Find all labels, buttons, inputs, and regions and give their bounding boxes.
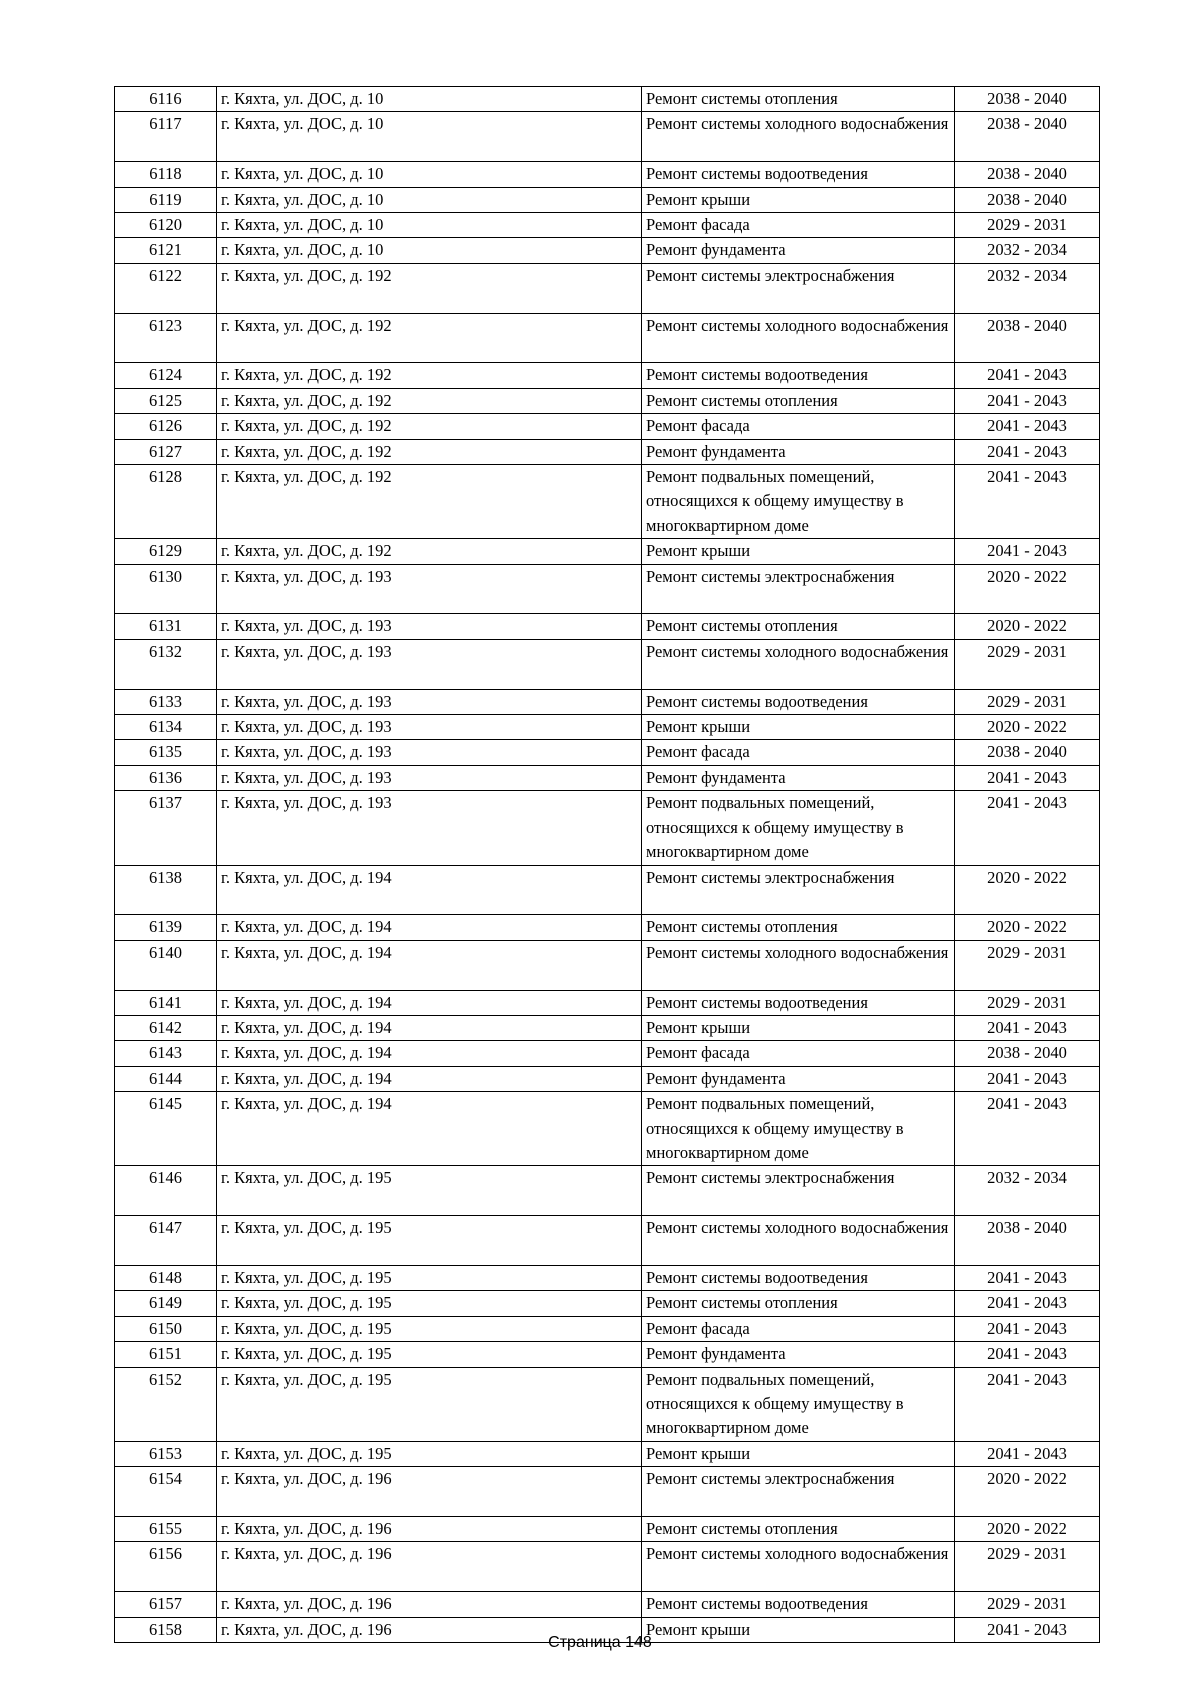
row-number-cell: 6158: [115, 1617, 217, 1642]
address-cell: г. Кяхта, ул. ДОС, д. 195: [217, 1441, 642, 1466]
row-number-cell: 6116: [115, 87, 217, 112]
row-number-cell: 6148: [115, 1265, 217, 1290]
row-number-cell: 6117: [115, 112, 217, 162]
address-cell: г. Кяхта, ул. ДОС, д. 194: [217, 1066, 642, 1091]
period-cell: 2041 - 2043: [955, 465, 1100, 539]
table-row: [115, 1015, 1100, 1040]
address-cell: г. Кяхта, ул. ДОС, д. 193: [217, 715, 642, 740]
work-type-cell: Ремонт подвальных помещений, относящихся к общему имуществу в многоквартирном доме: [642, 1092, 955, 1166]
table-row: [115, 1166, 1100, 1216]
period-cell: 2029 - 2031: [955, 990, 1100, 1015]
row-number-cell: 6138: [115, 865, 217, 915]
address-cell: г. Кяхта, ул. ДОС, д. 195: [217, 1216, 642, 1266]
table-body: [115, 87, 1100, 1643]
work-type-cell: Ремонт системы водоотведения: [642, 689, 955, 714]
address-cell: г. Кяхта, ул. ДОС, д. 192: [217, 313, 642, 363]
page-number: Страница 148: [548, 1634, 652, 1651]
work-type-cell: Ремонт системы отопления: [642, 915, 955, 940]
table-row: [115, 715, 1100, 740]
period-cell: 2020 - 2022: [955, 865, 1100, 915]
work-type-cell: Ремонт фундамента: [642, 1066, 955, 1091]
work-type-cell: Ремонт системы холодного водоснабжения: [642, 940, 955, 990]
row-number-cell: 6157: [115, 1592, 217, 1617]
row-number-cell: 6151: [115, 1342, 217, 1367]
table-row: [115, 465, 1100, 539]
table-row: [115, 1367, 1100, 1441]
address-cell: г. Кяхта, ул. ДОС, д. 196: [217, 1542, 642, 1592]
row-number-cell: 6125: [115, 388, 217, 413]
table-row: [115, 162, 1100, 187]
table-row: [115, 313, 1100, 363]
row-number-cell: 6145: [115, 1092, 217, 1166]
address-cell: г. Кяхта, ул. ДОС, д. 192: [217, 388, 642, 413]
row-number-cell: 6127: [115, 439, 217, 464]
table-row: [115, 1467, 1100, 1517]
table-row: [115, 689, 1100, 714]
table-row: [115, 539, 1100, 564]
period-cell: 2029 - 2031: [955, 1542, 1100, 1592]
table-row: [115, 915, 1100, 940]
row-number-cell: 6156: [115, 1542, 217, 1592]
repair-schedule-table: [114, 86, 1100, 1643]
row-number-cell: 6130: [115, 564, 217, 614]
row-number-cell: 6140: [115, 940, 217, 990]
row-number-cell: 6121: [115, 238, 217, 263]
period-cell: 2041 - 2043: [955, 765, 1100, 790]
address-cell: г. Кяхта, ул. ДОС, д. 193: [217, 639, 642, 689]
work-type-cell: Ремонт фасада: [642, 213, 955, 238]
row-number-cell: 6128: [115, 465, 217, 539]
table-row: [115, 1092, 1100, 1166]
period-cell: 2020 - 2022: [955, 564, 1100, 614]
period-cell: 2029 - 2031: [955, 639, 1100, 689]
address-cell: г. Кяхта, ул. ДОС, д. 193: [217, 614, 642, 639]
address-cell: г. Кяхта, ул. ДОС, д. 195: [217, 1265, 642, 1290]
period-cell: 2020 - 2022: [955, 715, 1100, 740]
period-cell: 2038 - 2040: [955, 1041, 1100, 1066]
address-cell: г. Кяхта, ул. ДОС, д. 194: [217, 1041, 642, 1066]
table-row: [115, 363, 1100, 388]
table-row: [115, 765, 1100, 790]
table-row: [115, 1041, 1100, 1066]
work-type-cell: Ремонт фасада: [642, 1041, 955, 1066]
address-cell: г. Кяхта, ул. ДОС, д. 194: [217, 865, 642, 915]
work-type-cell: Ремонт подвальных помещений, относящихся к общему имуществу в многоквартирном доме: [642, 1367, 955, 1441]
row-number-cell: 6149: [115, 1291, 217, 1316]
address-cell: г. Кяхта, ул. ДОС, д. 10: [217, 238, 642, 263]
work-type-cell: Ремонт системы холодного водоснабжения: [642, 1216, 955, 1266]
row-number-cell: 6131: [115, 614, 217, 639]
row-number-cell: 6155: [115, 1517, 217, 1542]
address-cell: г. Кяхта, ул. ДОС, д. 10: [217, 187, 642, 212]
table-row: [115, 1592, 1100, 1617]
address-cell: г. Кяхта, ул. ДОС, д. 10: [217, 162, 642, 187]
address-cell: г. Кяхта, ул. ДОС, д. 195: [217, 1291, 642, 1316]
work-type-cell: Ремонт крыши: [642, 539, 955, 564]
period-cell: 2029 - 2031: [955, 689, 1100, 714]
period-cell: 2032 - 2034: [955, 263, 1100, 313]
table-row: [115, 187, 1100, 212]
row-number-cell: 6124: [115, 363, 217, 388]
row-number-cell: 6144: [115, 1066, 217, 1091]
table-row: [115, 614, 1100, 639]
work-type-cell: Ремонт системы электроснабжения: [642, 564, 955, 614]
address-cell: г. Кяхта, ул. ДОС, д. 195: [217, 1316, 642, 1341]
work-type-cell: Ремонт фасада: [642, 740, 955, 765]
address-cell: г. Кяхта, ул. ДОС, д. 192: [217, 263, 642, 313]
work-type-cell: Ремонт крыши: [642, 1015, 955, 1040]
period-cell: 2029 - 2031: [955, 213, 1100, 238]
address-cell: г. Кяхта, ул. ДОС, д. 10: [217, 112, 642, 162]
period-cell: 2041 - 2043: [955, 1265, 1100, 1290]
address-cell: г. Кяхта, ул. ДОС, д. 193: [217, 564, 642, 614]
work-type-cell: Ремонт системы водоотведения: [642, 1592, 955, 1617]
table-row: [115, 865, 1100, 915]
address-cell: г. Кяхта, ул. ДОС, д. 196: [217, 1467, 642, 1517]
period-cell: 2041 - 2043: [955, 1441, 1100, 1466]
table-row: [115, 791, 1100, 865]
row-number-cell: 6139: [115, 915, 217, 940]
table-row: [115, 213, 1100, 238]
row-number-cell: 6118: [115, 162, 217, 187]
table-row: [115, 740, 1100, 765]
row-number-cell: 6129: [115, 539, 217, 564]
work-type-cell: Ремонт системы холодного водоснабжения: [642, 1542, 955, 1592]
row-number-cell: 6137: [115, 791, 217, 865]
address-cell: г. Кяхта, ул. ДОС, д. 195: [217, 1342, 642, 1367]
work-type-cell: Ремонт системы холодного водоснабжения: [642, 313, 955, 363]
period-cell: 2041 - 2043: [955, 1066, 1100, 1091]
address-cell: г. Кяхта, ул. ДОС, д. 10: [217, 87, 642, 112]
work-type-cell: Ремонт системы электроснабжения: [642, 1467, 955, 1517]
row-number-cell: 6135: [115, 740, 217, 765]
period-cell: 2041 - 2043: [955, 1291, 1100, 1316]
period-cell: 2041 - 2043: [955, 791, 1100, 865]
row-number-cell: 6122: [115, 263, 217, 313]
period-cell: 2041 - 2043: [955, 1342, 1100, 1367]
work-type-cell: Ремонт крыши: [642, 1617, 955, 1642]
period-cell: 2041 - 2043: [955, 1367, 1100, 1441]
table-row: [115, 1291, 1100, 1316]
period-cell: 2041 - 2043: [955, 1015, 1100, 1040]
work-type-cell: Ремонт системы электроснабжения: [642, 865, 955, 915]
row-number-cell: 6126: [115, 414, 217, 439]
address-cell: г. Кяхта, ул. ДОС, д. 194: [217, 990, 642, 1015]
address-cell: г. Кяхта, ул. ДОС, д. 192: [217, 414, 642, 439]
address-cell: г. Кяхта, ул. ДОС, д. 192: [217, 539, 642, 564]
address-cell: г. Кяхта, ул. ДОС, д. 10: [217, 213, 642, 238]
period-cell: 2020 - 2022: [955, 1467, 1100, 1517]
table-row: [115, 439, 1100, 464]
table-row: [115, 1542, 1100, 1592]
address-cell: г. Кяхта, ул. ДОС, д. 196: [217, 1517, 642, 1542]
table-row: [115, 87, 1100, 112]
period-cell: 2038 - 2040: [955, 740, 1100, 765]
address-cell: г. Кяхта, ул. ДОС, д. 196: [217, 1617, 642, 1642]
table-row: [115, 1066, 1100, 1091]
table-row: [115, 112, 1100, 162]
row-number-cell: 6147: [115, 1216, 217, 1266]
work-type-cell: Ремонт фасада: [642, 1316, 955, 1341]
work-type-cell: Ремонт системы водоотведения: [642, 1265, 955, 1290]
work-type-cell: Ремонт системы холодного водоснабжения: [642, 112, 955, 162]
row-number-cell: 6133: [115, 689, 217, 714]
table-row: [115, 990, 1100, 1015]
table-row: [115, 1441, 1100, 1466]
period-cell: 2041 - 2043: [955, 388, 1100, 413]
work-type-cell: Ремонт фундамента: [642, 1342, 955, 1367]
period-cell: 2020 - 2022: [955, 915, 1100, 940]
address-cell: г. Кяхта, ул. ДОС, д. 194: [217, 940, 642, 990]
address-cell: г. Кяхта, ул. ДОС, д. 192: [217, 439, 642, 464]
period-cell: 2041 - 2043: [955, 414, 1100, 439]
table-row: [115, 940, 1100, 990]
work-type-cell: Ремонт системы отопления: [642, 1517, 955, 1542]
address-cell: г. Кяхта, ул. ДОС, д. 193: [217, 765, 642, 790]
row-number-cell: 6142: [115, 1015, 217, 1040]
work-type-cell: Ремонт системы водоотведения: [642, 990, 955, 1015]
address-cell: г. Кяхта, ул. ДОС, д. 193: [217, 689, 642, 714]
table-row: [115, 238, 1100, 263]
period-cell: 2032 - 2034: [955, 238, 1100, 263]
row-number-cell: 6152: [115, 1367, 217, 1441]
work-type-cell: Ремонт фундамента: [642, 765, 955, 790]
table-row: [115, 639, 1100, 689]
table-row: [115, 1517, 1100, 1542]
row-number-cell: 6132: [115, 639, 217, 689]
row-number-cell: 6141: [115, 990, 217, 1015]
table-row: [115, 388, 1100, 413]
period-cell: 2038 - 2040: [955, 162, 1100, 187]
work-type-cell: Ремонт системы водоотведения: [642, 162, 955, 187]
table-row: [115, 263, 1100, 313]
address-cell: г. Кяхта, ул. ДОС, д. 194: [217, 1015, 642, 1040]
period-cell: 2041 - 2043: [955, 539, 1100, 564]
table-row: [115, 1216, 1100, 1266]
period-cell: 2038 - 2040: [955, 112, 1100, 162]
table-row: [115, 564, 1100, 614]
row-number-cell: 6154: [115, 1467, 217, 1517]
address-cell: г. Кяхта, ул. ДОС, д. 192: [217, 363, 642, 388]
address-cell: г. Кяхта, ул. ДОС, д. 192: [217, 465, 642, 539]
table-row: [115, 414, 1100, 439]
work-type-cell: Ремонт крыши: [642, 187, 955, 212]
row-number-cell: 6120: [115, 213, 217, 238]
work-type-cell: Ремонт системы холодного водоснабжения: [642, 639, 955, 689]
address-cell: г. Кяхта, ул. ДОС, д. 193: [217, 740, 642, 765]
row-number-cell: 6134: [115, 715, 217, 740]
address-cell: г. Кяхта, ул. ДОС, д. 195: [217, 1367, 642, 1441]
period-cell: 2032 - 2034: [955, 1166, 1100, 1216]
address-cell: г. Кяхта, ул. ДОС, д. 194: [217, 1092, 642, 1166]
work-type-cell: Ремонт системы отопления: [642, 1291, 955, 1316]
row-number-cell: 6153: [115, 1441, 217, 1466]
address-cell: г. Кяхта, ул. ДОС, д. 193: [217, 791, 642, 865]
period-cell: 2041 - 2043: [955, 1617, 1100, 1642]
table-row: [115, 1342, 1100, 1367]
period-cell: 2041 - 2043: [955, 439, 1100, 464]
address-cell: г. Кяхта, ул. ДОС, д. 195: [217, 1166, 642, 1216]
work-type-cell: Ремонт подвальных помещений, относящихся к общему имуществу в многоквартирном доме: [642, 791, 955, 865]
address-cell: г. Кяхта, ул. ДОС, д. 194: [217, 915, 642, 940]
work-type-cell: Ремонт системы электроснабжения: [642, 1166, 955, 1216]
table-row: [115, 1265, 1100, 1290]
row-number-cell: 6146: [115, 1166, 217, 1216]
work-type-cell: Ремонт крыши: [642, 715, 955, 740]
period-cell: 2029 - 2031: [955, 1592, 1100, 1617]
period-cell: 2041 - 2043: [955, 1316, 1100, 1341]
address-cell: г. Кяхта, ул. ДОС, д. 196: [217, 1592, 642, 1617]
row-number-cell: 6150: [115, 1316, 217, 1341]
work-type-cell: Ремонт фасада: [642, 414, 955, 439]
period-cell: 2038 - 2040: [955, 187, 1100, 212]
row-number-cell: 6136: [115, 765, 217, 790]
row-number-cell: 6123: [115, 313, 217, 363]
work-type-cell: Ремонт системы водоотведения: [642, 363, 955, 388]
work-type-cell: Ремонт системы электроснабжения: [642, 263, 955, 313]
row-number-cell: 6119: [115, 187, 217, 212]
period-cell: 2041 - 2043: [955, 363, 1100, 388]
period-cell: 2020 - 2022: [955, 614, 1100, 639]
period-cell: 2038 - 2040: [955, 313, 1100, 363]
period-cell: 2038 - 2040: [955, 1216, 1100, 1266]
work-type-cell: Ремонт системы отопления: [642, 87, 955, 112]
row-number-cell: 6143: [115, 1041, 217, 1066]
period-cell: 2020 - 2022: [955, 1517, 1100, 1542]
work-type-cell: Ремонт системы отопления: [642, 614, 955, 639]
period-cell: 2029 - 2031: [955, 940, 1100, 990]
work-type-cell: Ремонт крыши: [642, 1441, 955, 1466]
work-type-cell: Ремонт фундамента: [642, 439, 955, 464]
work-type-cell: Ремонт подвальных помещений, относящихся к общему имуществу в многоквартирном доме: [642, 465, 955, 539]
work-type-cell: Ремонт фундамента: [642, 238, 955, 263]
table-row: [115, 1316, 1100, 1341]
period-cell: 2038 - 2040: [955, 87, 1100, 112]
work-type-cell: Ремонт системы отопления: [642, 388, 955, 413]
period-cell: 2041 - 2043: [955, 1092, 1100, 1166]
